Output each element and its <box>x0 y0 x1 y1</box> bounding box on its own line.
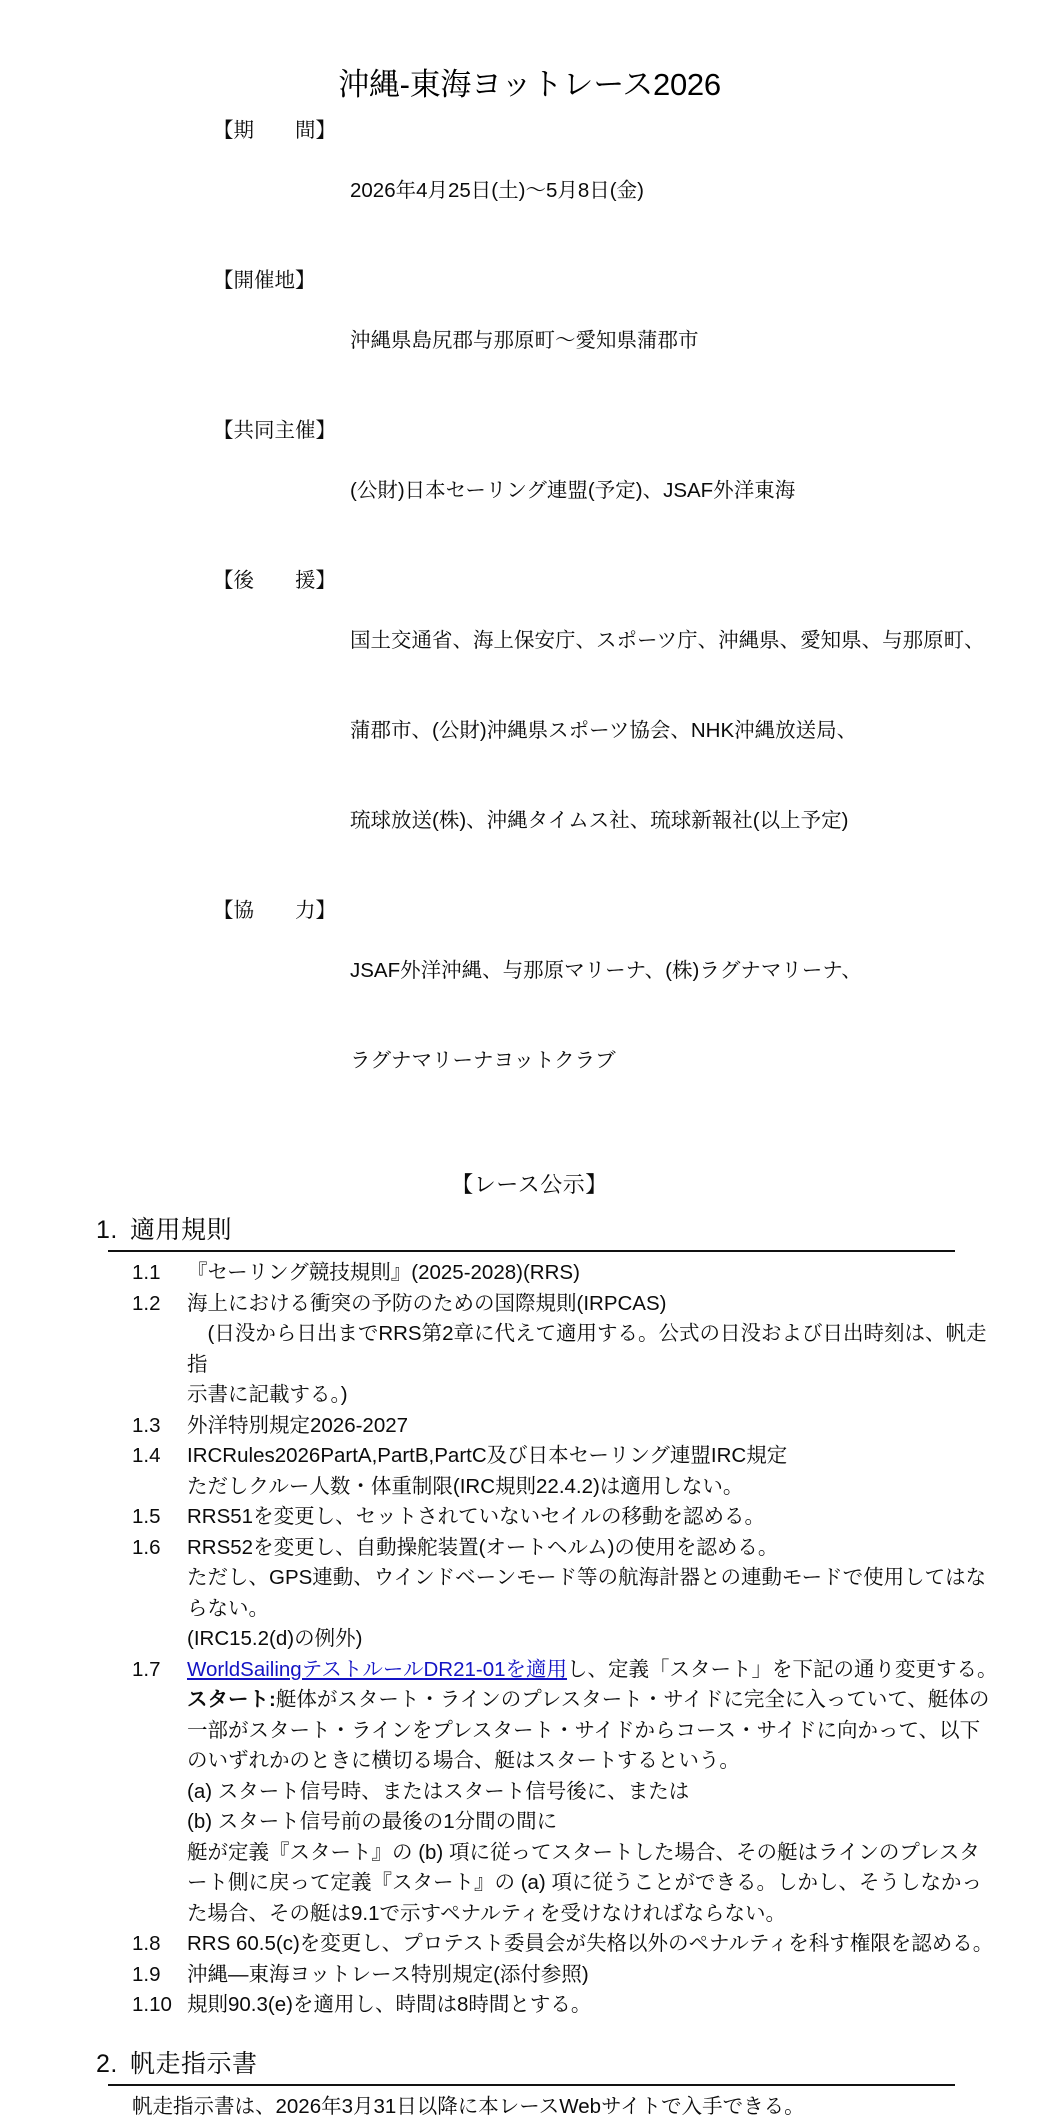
clause-line: 外洋特別規定2026-2027 <box>187 1413 409 1437</box>
info-row-period <box>213 116 1059 266</box>
clause-number: 1.8 <box>132 1932 161 1956</box>
clause-number: 1.5 <box>132 1505 161 1529</box>
info-row-cooperation <box>213 896 1059 1136</box>
clause-1-9 <box>132 1960 1059 1991</box>
clause-1-1 <box>132 1258 1059 1289</box>
clause-line: 沖縄―東海ヨットレース特別規定(添付参照) <box>187 1962 589 1986</box>
clause-number: 1.7 <box>132 1657 161 1681</box>
clause-number: 1.10 <box>132 1993 172 2017</box>
clause-text <box>187 1990 1005 2021</box>
clause-text <box>187 1502 1005 1533</box>
world-sailing-test-rule-link[interactable]: WorldSailingテストルールDR21-01を適用 <box>187 1657 568 1681</box>
start-definition-body: 艇体がスタート・ラインのプレスタート・サイドに完全に入っていて、艇体の一部がスタート・ラインをプレスタート・サイドからコース・サイドに向かって、以下のいずれかのときに横切る場合、艇はスタートするという。 <box>187 1688 990 1773</box>
info-label: 【後 援】 <box>213 569 336 593</box>
info-line: ラグナマリーナヨットクラブ <box>350 1049 616 1073</box>
info-value <box>350 566 1059 896</box>
clause-1-6 <box>132 1533 1059 1655</box>
info-line: 琉球放送(株)、沖縄タイムス社、琉球新報社(以上予定) <box>350 809 849 833</box>
section-applicable-rules <box>0 1215 1059 2021</box>
section-title: 適用規則 <box>130 1216 233 1245</box>
clause-text <box>187 1411 1005 1442</box>
start-option-a: (a) スタート信号時、またはスタート信号後に、または <box>187 1779 690 1803</box>
clause-line: (日没から日出までRRS第2章に代えて適用する。公式の日没および日出時刻は、帆走指 <box>187 1322 987 1376</box>
info-label: 【共同主催】 <box>213 419 336 443</box>
info-label: 【協 力】 <box>213 899 336 923</box>
section-body <box>0 2092 1059 2123</box>
clause-line: RRS 60.5(c)を変更し、プロテスト委員会が失格以外のペナルティを科す権限を認める。 <box>187 1932 994 1956</box>
section-title: 帆走指示書 <box>130 2049 258 2078</box>
clause-line: RRS52を変更し、自動操舵装置(オートヘルム)の使用を認める。 <box>187 1535 779 1559</box>
info-value <box>350 266 1059 416</box>
info-line: (公財)日本セーリング連盟(予定)、JSAF外洋東海 <box>350 479 796 503</box>
info-label: 【期 間】 <box>213 119 336 143</box>
section-heading <box>0 1215 1059 1246</box>
info-value <box>350 416 1059 566</box>
clause-text <box>187 1960 1005 1991</box>
clause-number: 1.9 <box>132 1962 161 1986</box>
clause-line: (IRC15.2(d)の例外) <box>187 1627 363 1651</box>
clause-1-5 <box>132 1502 1059 1533</box>
clause-1-2 <box>132 1289 1059 1411</box>
section-divider <box>108 2084 955 2086</box>
info-line: 国土交通省、海上保安庁、スポーツ庁、沖縄県、愛知県、与那原町、 <box>350 629 985 653</box>
info-label: 【開催地】 <box>213 269 316 293</box>
clause-line: ただしクルー人数・体重制限(IRC規則22.4.2)は適用しない。 <box>187 1474 744 1498</box>
section-body <box>0 1258 1059 2021</box>
clause-number: 1.1 <box>132 1261 161 1285</box>
clause-line: 海上における衝突の予防のための国際規則(IRPCAS) <box>187 1291 667 1315</box>
start-option-b: (b) スタート信号前の最後の1分間の間に <box>187 1810 558 1834</box>
clause-text <box>187 1929 1005 1960</box>
section-divider <box>108 1250 955 1252</box>
section-number: 1. <box>96 1216 118 1245</box>
clause-line-after-link: し、定義「スタート」を下記の通り変更する。 <box>567 1657 998 1681</box>
clause-number: 1.2 <box>132 1291 161 1315</box>
start-definition-closing: 艇が定義『スタート』の (b) 項に従ってスタートした場合、その艇はラインのプレスタート側に戻って定義『スタート』の (a) 項に従うことができる。しかし、そうしなかった場合、その艇は9.1で示すペナルティを受けなければならない。 <box>187 1840 982 1925</box>
info-line: JSAF外洋沖縄、与那原マリーナ、(株)ラグナマリーナ、 <box>350 959 862 983</box>
clause-line: 規則90.3(e)を適用し、時間は8時間とする。 <box>187 1993 592 2017</box>
info-row-venue <box>213 266 1059 416</box>
clause-1-10 <box>132 1990 1059 2021</box>
notice-heading: 【レース公示】 <box>451 1172 608 1198</box>
clause-line: 『セーリング競技規則』(2025-2028)(RRS) <box>187 1261 580 1285</box>
info-row-co-organizer <box>213 416 1059 566</box>
clause-1-4 <box>132 1441 1059 1502</box>
clause-text <box>187 1289 1005 1411</box>
info-row-support <box>213 566 1059 896</box>
clause-number: 1.6 <box>132 1535 161 1559</box>
section-sailing-instructions <box>0 2049 1059 2123</box>
clause-text <box>187 1655 1005 1930</box>
clause-line: RRS51を変更し、セットされていないセイルの移動を認める。 <box>187 1505 765 1529</box>
clause-line: 示書に記載する。) <box>187 1383 348 1407</box>
clause-text <box>187 1258 1005 1289</box>
info-value <box>350 896 1059 1136</box>
page-title: 沖縄-東海ヨットレース2026 <box>338 67 721 102</box>
clause-number: 1.4 <box>132 1444 161 1468</box>
info-line: 2026年4月25日(土)〜5月8日(金) <box>350 179 644 203</box>
info-line: 蒲郡市、(公財)沖縄県スポーツ協会、NHK沖縄放送局、 <box>350 719 858 743</box>
info-line: 沖縄県島尻郡与那原町〜愛知県蒲郡市 <box>350 329 699 353</box>
clause-number: 1.3 <box>132 1413 161 1437</box>
clause-1-7 <box>132 1655 1059 1930</box>
start-definition <box>187 1685 999 1777</box>
section-paragraph: 帆走指示書は、2026年3月31日以降に本レースWebサイトで入手できる。 <box>132 2095 805 2119</box>
info-value <box>350 116 1059 266</box>
event-info-block <box>0 116 1059 1136</box>
section-number: 2. <box>96 2049 118 2078</box>
start-definition-label: スタート: <box>187 1688 276 1712</box>
section-heading <box>0 2049 1059 2080</box>
clause-line-with-link <box>187 1655 1005 1686</box>
clause-1-8 <box>132 1929 1059 1960</box>
clause-text <box>187 1533 1005 1655</box>
clause-text <box>187 1441 1005 1502</box>
clause-line: ただし、GPS連動、ウインドベーンモード等の航海計器との連動モードで使用してはならない。 <box>187 1566 987 1620</box>
clause-line: IRCRules2026PartA,PartB,PartC及び日本セーリング連盟IRC規定 <box>187 1444 788 1468</box>
clause-1-3 <box>132 1411 1059 1442</box>
